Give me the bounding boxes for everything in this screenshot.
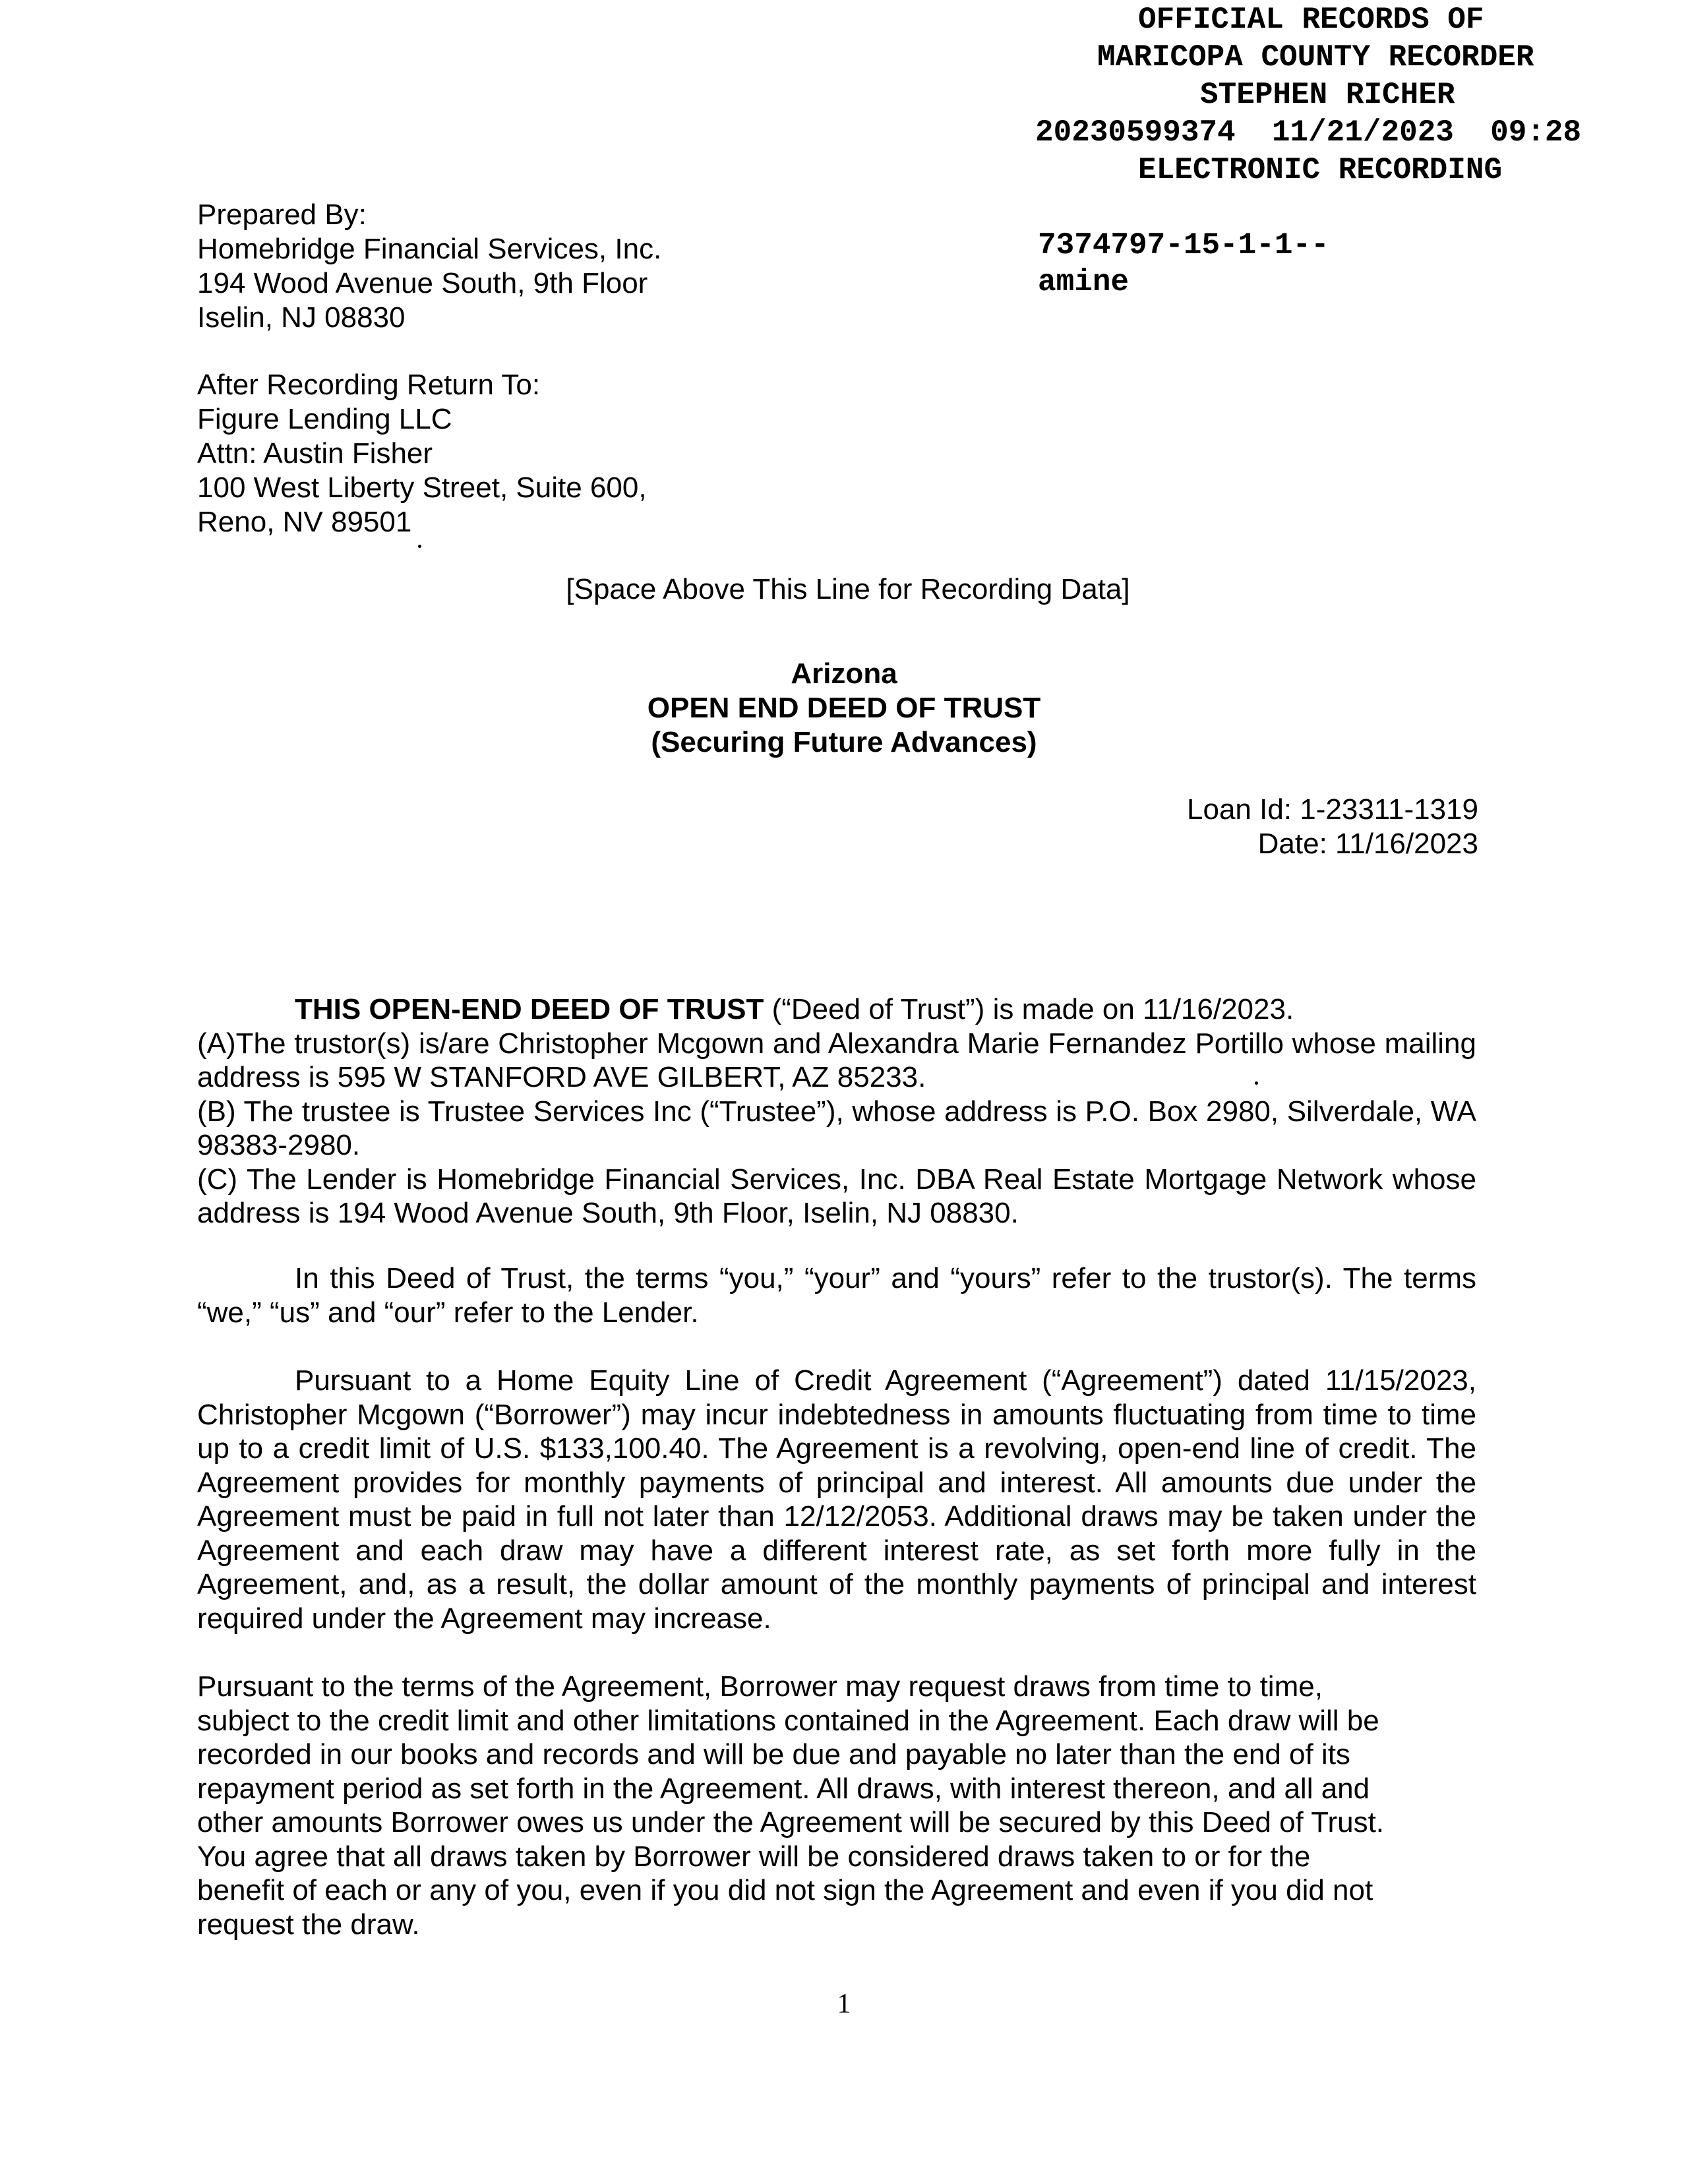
return-to-attn: Attn: Austin Fisher [197, 437, 433, 470]
document-id-user: amine [1038, 265, 1130, 299]
title-state: Arizona [791, 657, 897, 690]
prepared-by-name: Homebridge Financial Services, Inc. [197, 233, 662, 265]
prepared-by-address2: Iselin, NJ 08830 [197, 301, 406, 334]
draws-paragraph: Pursuant to the terms of the Agreement, Borrower may request draws from time to time, subject to the credit limit and other limitations contained in the Agreement. Each draw will be recorded in our books and records and will be due and payable no later than the end of its repayment period as set forth in the Agreement. All draws, with interest thereon, and all and other amounts Borrower owes us under the Agreement will be secured by this Deed of Trust. You agree that all draws taken by Borrower will be considered draws taken to or for the benefit of each or any of you, even if you did not sign the Agreement and even if you did not request the draw. [197, 1670, 1385, 1941]
parties-section [197, 992, 1476, 1230]
loan-info [1187, 793, 1478, 861]
stamp-line-official-records: OFFICIAL RECORDS OF [1138, 3, 1484, 37]
page-number: 1 [837, 1989, 851, 2019]
document-title [0, 657, 1688, 760]
agreement-paragraph: Pursuant to a Home Equity Line of Credit Agreement (“Agreement”) dated 11/15/2023, Christopher Mcgown (“Borrower”) may incur indebtedness in amounts fluctuating from time to time up to a credit limit of U.S. $133,100.40. The Agreement is a revolving, open-end line of credit. The Agreement provides for monthly payments of principal and interest. All amounts due under the Agreement must be paid in full not later than 12/12/2053. Additional draws may be taken under the Agreement and each draw may have a different interest rate, as set forth more fully in the Agreement, and, as a result, the dollar amount of the monthly payments of principal and interest required under the Agreement may increase. [197, 1364, 1476, 1635]
intro-bold: THIS OPEN-END DEED OF TRUST [295, 993, 764, 1025]
prepared-by-block [197, 198, 661, 335]
return-to-address1: 100 West Liberty Street, Suite 600, [197, 471, 647, 504]
recording-space-text: [Space Above This Line for Recording Data] [566, 573, 1130, 605]
title-sub: (Securing Future Advances) [651, 726, 1037, 758]
intro-paragraph [197, 992, 1476, 1027]
recording-stamp [1015, 1, 1681, 189]
trustee-paragraph: (B) The trustee is Trustee Services Inc (“Trustee”), whose address is P.O. Box 2980, Silverdale, WA 98383-2980. [197, 1095, 1476, 1161]
terms-section [197, 1261, 1476, 1329]
return-to-block [197, 368, 647, 539]
title-main: OPEN END DEED OF TRUST [647, 692, 1041, 724]
return-to-address2: Reno, NV 89501 [197, 506, 412, 538]
trustor-paragraph: (A)The trustor(s) is/are Christopher Mcgown and Alexandra Marie Fernandez Portillo whose mailing address is 595 W STANFORD AVE GILBERT, AZ 85233. [197, 1027, 1476, 1093]
stamp-line-electronic-recording: ELECTRONIC RECORDING [1138, 153, 1503, 187]
prepared-by-address1: 194 Wood Avenue South, 9th Floor [197, 267, 648, 299]
stamp-line-county-recorder: MARICOPA COUNTY RECORDER [1097, 40, 1534, 75]
stamp-line-record-number-datetime: 20230599374 11/21/2023 09:28 [1035, 115, 1582, 150]
prepared-by-heading: Prepared By: [197, 198, 367, 231]
terms-paragraph: In this Deed of Trust, the terms “you,” “your” and “yours” refer to the trustor(s). The terms “we,” “us” and “our” refer to the Lender. [197, 1262, 1476, 1329]
recording-space-line [0, 572, 1688, 607]
draws-section [197, 1670, 1397, 1941]
document-id [1038, 227, 1329, 301]
stamp-line-recorder-name: STEPHEN RICHER [1200, 78, 1455, 112]
stray-mark [418, 545, 421, 548]
loan-id: Loan Id: 1-23311-1319 [1187, 793, 1478, 826]
loan-date: Date: 11/16/2023 [1257, 828, 1478, 860]
lender-paragraph: (C) The Lender is Homebridge Financial Services, Inc. DBA Real Estate Mortgage Network whose address is 194 Wood Avenue South, 9th Floor, Iselin, NJ 08830. [197, 1163, 1476, 1229]
stray-mark [1255, 1081, 1258, 1085]
document-id-number: 7374797-15-1-1-- [1038, 228, 1329, 262]
return-to-name: Figure Lending LLC [197, 403, 452, 435]
agreement-section [197, 1364, 1476, 1635]
return-to-heading: After Recording Return To: [197, 369, 541, 401]
intro-rest: (“Deed of Trust”) is made on 11/16/2023. [764, 993, 1294, 1025]
